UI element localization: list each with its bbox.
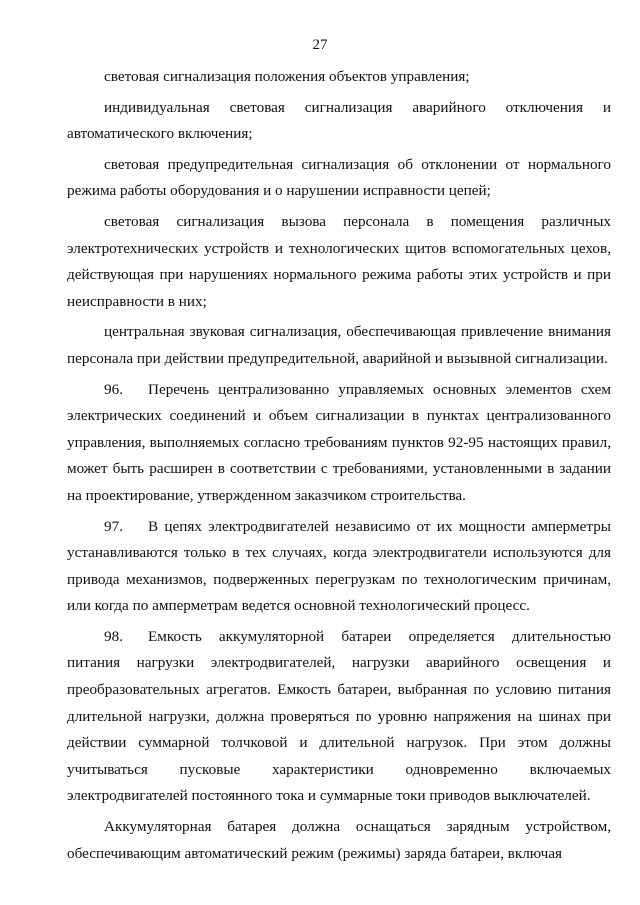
paragraph-battery-charger: Аккумуляторная батарея должна оснащаться зарядным устройством, обеспечивающим автоматический режим (режимы) заряда батареи, включая	[67, 818, 611, 862]
item-text-98: Емкость аккумуляторной батареи определяется длительностью питания нагрузки электродвигателей, нагрузки аварийного освещения и преобразовательных агрегатов. Емкость батареи, выбранная по условию питания длительной нагрузки, должна проверяться по уровню напряжения на шинах при действии суммарной толчковой и длительной нагрузок. При этом должны учитываться пусковые характеристики одновременно включаемых электродвигателей постоянного тока и суммарные токи приводов выключателей.	[67, 627, 611, 805]
paragraph-emergency-shutdown-signaling: индивидуальная световая сигнализация аварийного отключения и автоматического включения;	[67, 98, 611, 143]
item-number-96: 96.	[104, 380, 123, 398]
item-number-97: 97.	[104, 517, 123, 535]
item-text-96: Перечень централизованно управляемых основных элементов схем электрических соединений и объем сигнализации в пунктах централизованного управления, выполняемых согласно требованиям пунктов 92-95 настоящих правил, может быть расширен в соответствии с требованиями, установленными в задании на проектирование, утвержденном заказчиком строительства.	[67, 380, 611, 504]
document-body	[67, 64, 611, 871]
paragraph-item-97	[67, 514, 611, 620]
item-number-98: 98.	[104, 627, 123, 645]
paragraph-light-signaling-position: световая сигнализация положения объектов управления;	[104, 68, 470, 85]
item-text-97: В цепях электродвигателей независимо от их мощности амперметры устанавливаются только в тех случаях, когда электродвигатели используются для привода механизмов, подверженных перегрузкам по технологическим причинам, или когда по амперметрам ведется основной технологический процесс.	[67, 517, 611, 615]
paragraph-personnel-call-signaling: световая сигнализация вызова персонала в помещения различных электротехнических устройств и технологических щитов вспомогательных цехов, действующая при нарушениях нормального режима работы этих устройств и при неисправности в них;	[67, 212, 611, 310]
paragraph-central-sound-signaling: центральная звуковая сигнализация, обеспечивающая привлечение внимания персонала при действии предупредительной, аварийной и вызывной сигнализации.	[67, 323, 611, 367]
paragraph-item-98	[67, 624, 611, 810]
page-number: 27	[312, 37, 328, 53]
paragraph-item-96	[67, 377, 611, 510]
paragraph-warning-signaling: световая предупредительная сигнализация об отклонении от нормального режима работы оборудования и о нарушении исправности цепей;	[67, 155, 611, 200]
